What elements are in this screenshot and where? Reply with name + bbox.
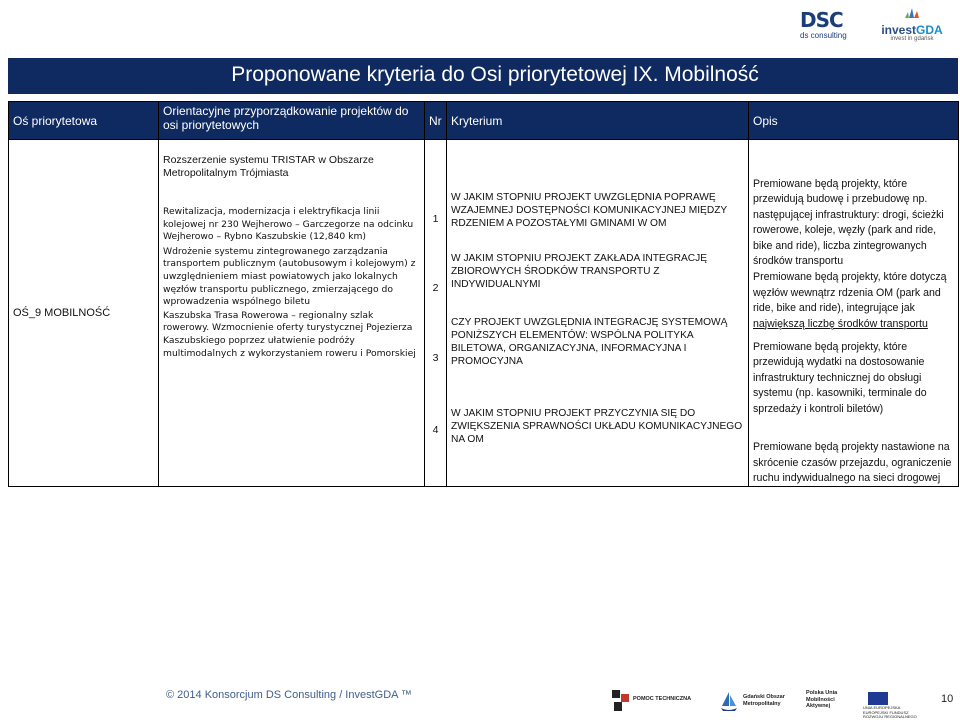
pua-label: Polska Unia Mobilności Aktywnej — [806, 690, 838, 710]
project-item: Kaszubska Trasa Rowerowa – regionalny szlak rowerowy. Wzmocnienie oferty turystycznej Pojezierza Kaszubskiego poprzez ułatwienie podróży multimodalnych z wykorzystaniem roweru i Pomorskiej — [163, 309, 416, 359]
gom-label: Gdański Obszar Metropolitalny — [743, 694, 785, 707]
axis-value: OŚ_9 MOBILNOŚĆ — [13, 306, 111, 319]
table-header-row — [9, 102, 959, 140]
description-text: Premiowane będą projekty, które przewidują budowę i przebudowę np. następującej infrastruktury: drogi, ścieżki rowerowe, koleje, węzły (park and ride, bike and ride), liczba zintegrowanych środków transportu — [753, 178, 944, 268]
pua-logo — [806, 690, 846, 714]
criterion-text: CZY PROJEKT UWZGLĘDNIA INTEGRACJĘ SYSTEMOWĄ PONIŻSZYCH ELEMENTÓW: WSPÓLNA POLITYKA BILETOWA, ORGANIZACYJNA, INFORMACYJNA I PROMOCYJNA — [451, 317, 728, 367]
header-description: Opis — [749, 102, 959, 140]
description-underlined: największą liczbę środków transportu — [753, 317, 928, 330]
eu-label: UNIA EUROPEJSKA EUROPEJSKI FUNDUSZ ROZWOJU REGIONALNEGO — [863, 705, 917, 719]
criterion-text: W JAKIM STOPNIU PROJEKT PRZYCZYNIA SIĘ DO ZWIĘKSZENIA SPRAWNOŚCI UKŁADU KOMUNIKACYJNEGO NA OM — [451, 408, 743, 445]
investgda-logo — [872, 6, 952, 40]
pomoc-techniczna-label: POMOC TECHNICZNA — [633, 696, 692, 702]
projects-cell — [159, 140, 425, 487]
table-body-row — [9, 140, 959, 487]
project-item: Wdrożenie systemu zintegrowanego zarządzania transportem publicznym (autobusowym i kolejowym) z uwzględnieniem miast powiatowych jako lokalnych węzłów transportu publicznego, zmierzającego do wprowadzenia wspólnego biletu — [163, 245, 416, 308]
investgda-logo-mark: investGDA — [881, 23, 943, 37]
project-item: Rozszerzenie systemu TRISTAR w Obszarze Metropolitalnym Trójmiasta — [163, 154, 374, 179]
description-text: Premiowane będą projekty, które dotyczą węzłów wewnątrz rdzenia OM (park and ride, bike and ride), integrujące jak największą liczbę środków transportu — [753, 271, 947, 330]
description-text: Premiowane będą projekty nastawione na skrócenie czasów przejazdu, ograniczenie ruchu indywidualnego na sieci drogowej — [753, 441, 952, 484]
dsc-logo-mark: DSC — [800, 8, 843, 32]
criteria-cell — [447, 140, 749, 487]
page-number: 10 — [941, 693, 954, 705]
footer-copyright: © 2014 Konsorcjum DS Consulting / InvestGDA ™ — [166, 689, 412, 701]
gom-logo — [720, 690, 790, 714]
eu-logo — [863, 690, 923, 719]
page-title: Proponowane kryteria do Osi priorytetowej IX. Mobilność — [231, 63, 759, 86]
criterion-text: W JAKIM STOPNIU PROJEKT ZAKŁADA INTEGRACJĘ ZBIOROWYCH ŚRODKÓW TRANSPORTU Z INDYWIDUALNYMI — [451, 253, 708, 290]
header-axis: Oś priorytetowa — [9, 102, 159, 140]
investgda-logo-subtitle: invest in gdańsk — [890, 36, 934, 42]
description-text: Premiowane będą projekty, które przewidują wydatki na dostosowanie infrastruktury technicznej do obsługi systemu (np. kasowniki, terminale do sprzedaży i kontroli biletów) — [753, 341, 927, 415]
criterion-text: W JAKIM STOPNIU PROJEKT UWZGLĘDNIA POPRAWĘ WZAJEMNEJ DOSTĘPNOŚCI KOMUNIKACYJNEJ MIĘDZY RDZENIEM A POZOSTAŁYMI GMINAMI W OM — [451, 192, 728, 229]
header-orientation: Orientacyjne przyporządkowanie projektów do osi priorytetowych — [159, 102, 425, 140]
project-item: Rewitalizacja, modernizacja i elektryfikacja linii kolejowej nr 230 Wejherowo – Garczegorze na odcinku Wejherowo – Rybno Kaszubskie (12,840 km) — [163, 206, 414, 243]
header-nr: Nr — [425, 102, 447, 140]
gom-ship-icon — [720, 692, 738, 712]
pomoc-techniczna-logo-icon — [612, 690, 630, 712]
title-bar — [8, 58, 958, 94]
criteria-table — [8, 101, 959, 487]
dsc-logo-subtitle: ds consulting — [800, 31, 847, 40]
descriptions-cell — [749, 140, 959, 487]
axis-cell — [9, 140, 159, 487]
investgda-logo-icon — [905, 6, 919, 18]
numbers-cell: 1 2 3 4 — [425, 140, 447, 487]
eu-flag-icon — [868, 692, 888, 705]
header-criterion: Kryterium — [447, 102, 749, 140]
dsc-logo — [800, 10, 860, 40]
pomoc-techniczna-logo — [612, 690, 692, 714]
